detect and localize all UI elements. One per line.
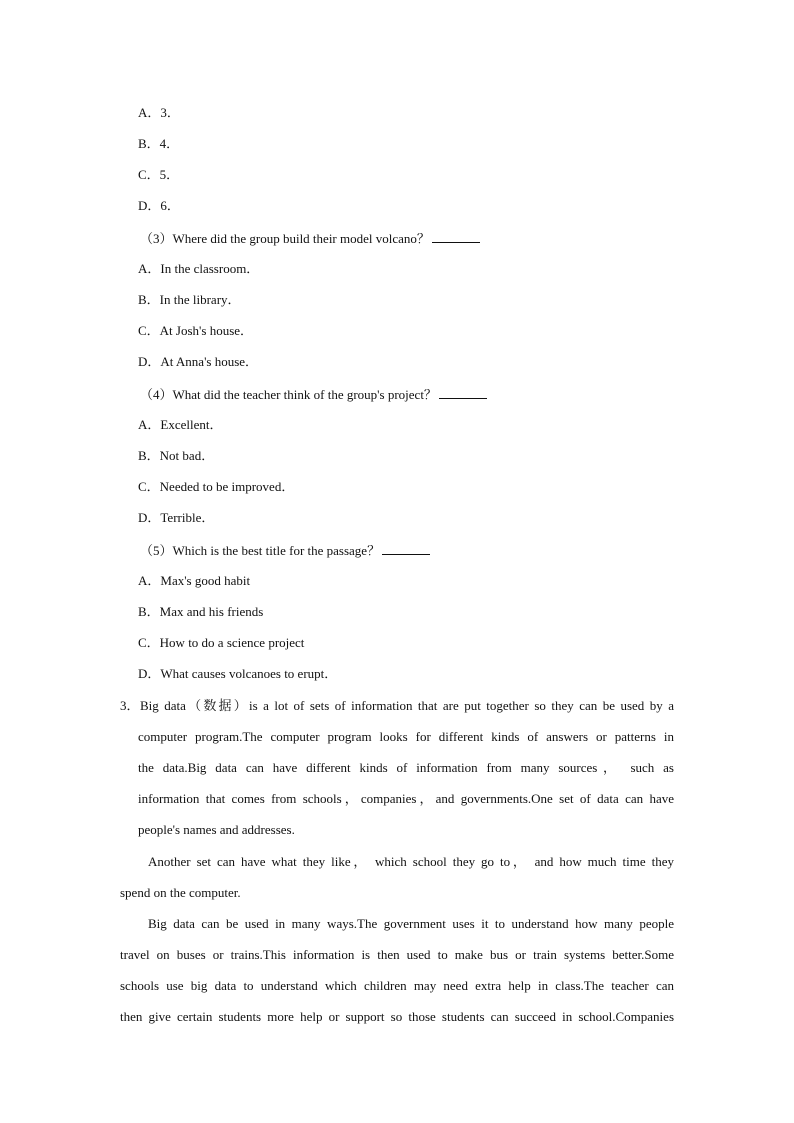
para3-line-4: then give certain students more help or support so those students can succeed in school.Companies <box>120 1009 674 1024</box>
q3-option-c: C．At Josh's house． <box>138 323 254 338</box>
passage-line-2: computer program.The computer program looks for different kinds of answers or patterns in <box>138 729 674 744</box>
q2-option-a: A．3． <box>138 105 180 120</box>
q4-option-b: B．Not bad． <box>138 448 215 463</box>
q4-option-a: A．Excellent． <box>138 417 223 432</box>
q3-prompt <box>140 230 480 247</box>
para3-line-1: Big data can be used in many ways.The government uses it to understand how many people <box>148 916 674 931</box>
q3-answer-blank <box>432 230 480 243</box>
q5-answer-blank <box>382 542 430 555</box>
q5-prompt-text: （5）Which is the best title for the passage？ <box>140 543 381 558</box>
q3-option-b: B．In the library． <box>138 292 241 307</box>
q5-option-b: B．Max and his friends <box>138 604 264 619</box>
passage-number: 3． <box>120 698 140 713</box>
passage-line-1: Big data（数据）is a lot of sets of information that are put together so they can be used by a <box>140 698 674 713</box>
q2-option-b: B．4． <box>138 136 180 151</box>
q2-option-d: D．6． <box>138 198 180 213</box>
q4-option-c: C．Needed to be improved． <box>138 479 295 494</box>
para3-line-3: schools use big data to understand which children may need extra help in class.The teacher can <box>120 978 674 993</box>
q3-option-d: D．At Anna's house． <box>138 354 259 369</box>
q4-prompt-text: （4）What did the teacher think of the group's project？ <box>140 387 437 402</box>
q3-option-a: A．In the classroom． <box>138 261 260 276</box>
q4-prompt <box>140 386 487 403</box>
q4-answer-blank <box>439 386 487 399</box>
q5-option-d: D．What causes volcanoes to erupt． <box>138 666 338 681</box>
para2-line-2: spend on the computer. <box>120 885 241 900</box>
q4-option-d: D．Terrible． <box>138 510 215 525</box>
q2-option-c: C．5． <box>138 167 180 182</box>
q3-prompt-text: （3）Where did the group build their model volcano？ <box>140 231 430 246</box>
q5-prompt <box>140 542 430 559</box>
passage-line-5: people's names and addresses. <box>138 822 295 837</box>
para3-line-2: travel on buses or trains.This information is then used to make bus or train systems better.Some <box>120 947 674 962</box>
para2-line-1: Another set can have what they like， which school they go to， and how much time they <box>148 854 674 869</box>
passage-line-4: information that comes from schools，companies，and governments.One set of data can have <box>138 791 674 806</box>
q5-option-a: A．Max's good habit <box>138 573 251 588</box>
passage-line-3: the data.Big data can have different kinds of information from many sources， such as <box>138 760 674 775</box>
q5-option-c: C．How to do a science project <box>138 635 305 650</box>
